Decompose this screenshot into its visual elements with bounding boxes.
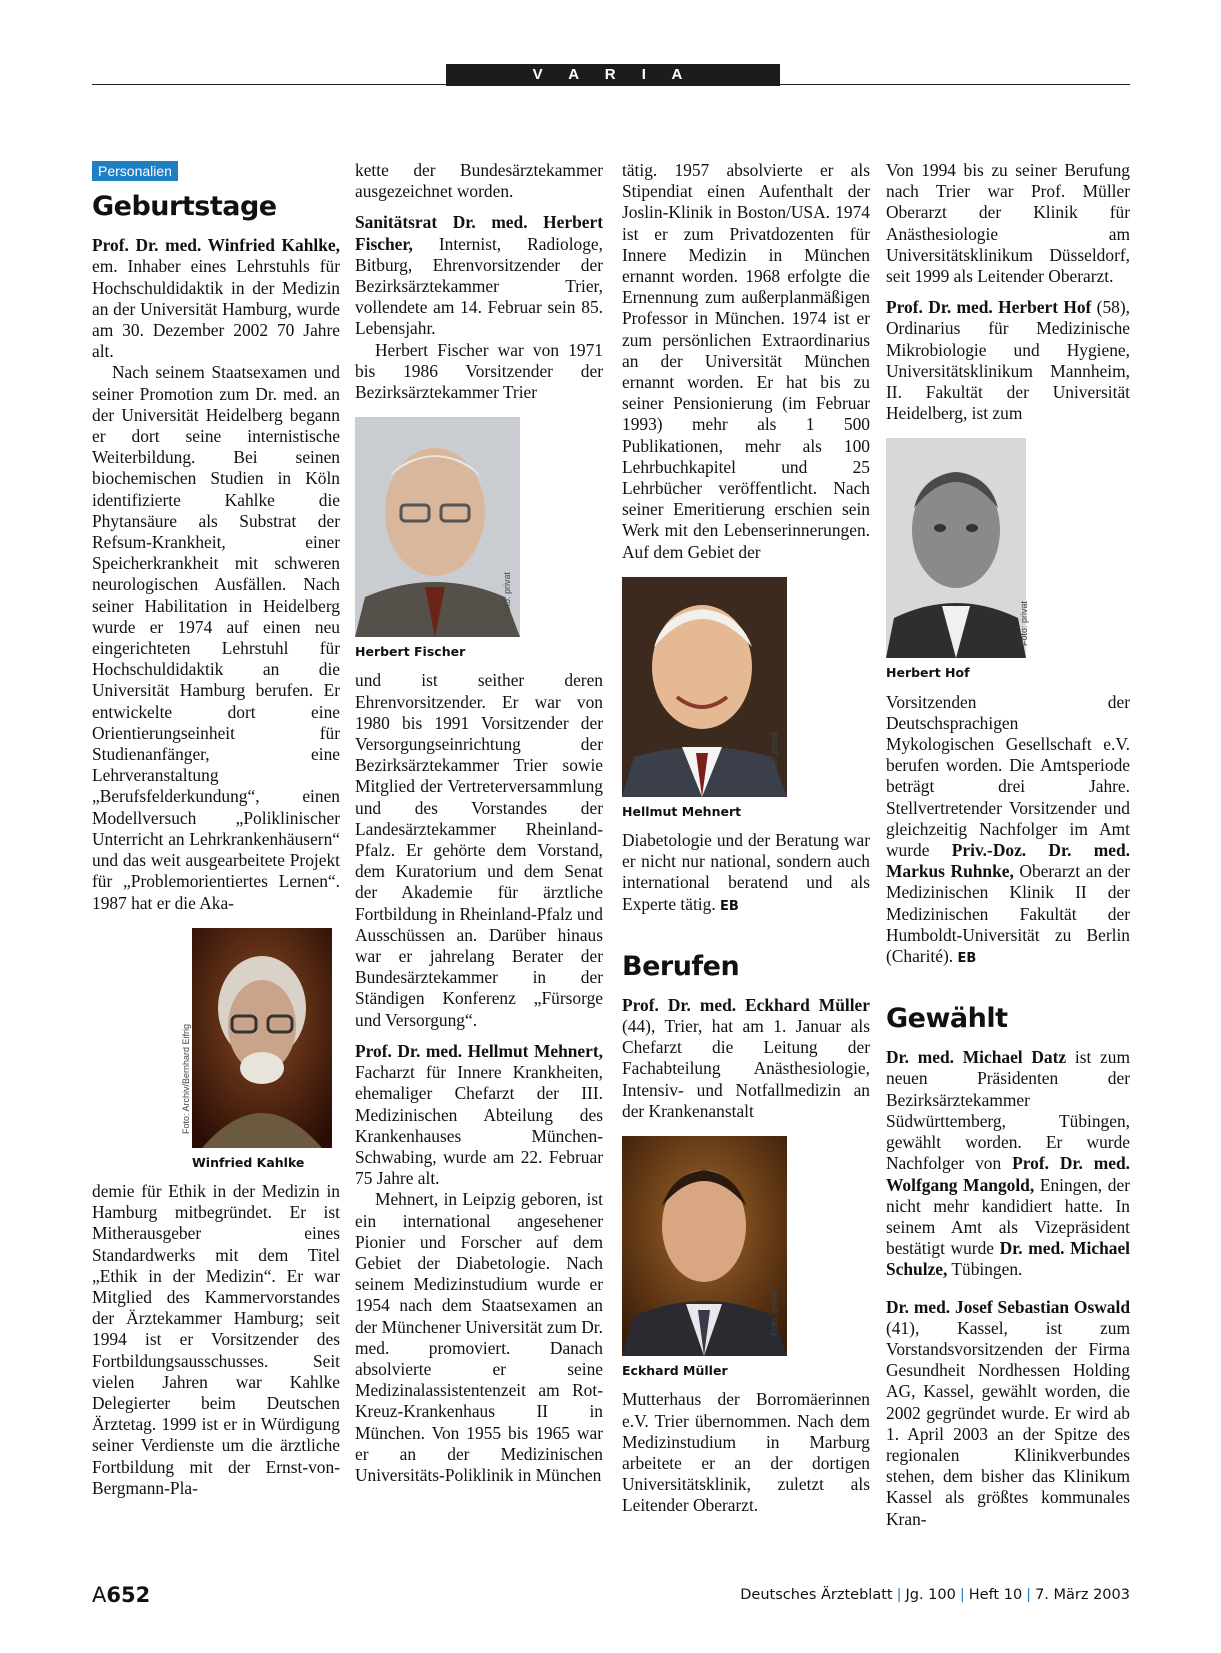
heading-berufen: Berufen — [622, 950, 740, 982]
photo-credit: Foto: Archiv/Bernhard Eifrig — [181, 1023, 191, 1134]
portrait-image — [622, 577, 787, 797]
photo-hof — [886, 438, 1029, 683]
paragraph-text: Diabetologie und der Beratung war er nicht nur national, sondern auch international beratend und als Experte tätig. — [622, 830, 870, 914]
section-tag: V A R I A — [446, 64, 780, 86]
paragraph-text: (41), Kassel, ist zum Vorstandsvorsitzenden der Firma Gesundheit Nordhessen Holding AG, Kassel, gewählt worden, die 2002 gegründet wurde. Er wird ab 1. April 2003 an der Spitze des regionalen Klinikverbundes stehen, dem bisher das Klinikum Kassel als größtes kommunales Kran- — [886, 1317, 1130, 1529]
separator: | — [1026, 1587, 1032, 1603]
paragraph: Von 1994 bis zu seiner Berufung nach Trier war Prof. Müller Oberarzt der Klinik für Anästhesiologie am Universitätsklinikum Düsseldorf, seit 1999 als Leitender Oberarzt. — [886, 160, 1130, 287]
page-prefix: A — [92, 1583, 107, 1607]
paragraph-text: Facharzt für Innere Krankheiten, ehemaliger Chefarzt der III. Medizinischen Abteilung des Krankenhauses München-Schwabing, wurde am 22. Februar 75 Jahre alt. — [355, 1062, 603, 1189]
photo-credit: Foto: privat — [502, 572, 512, 618]
paragraph — [622, 830, 870, 917]
photo-caption: Herbert Hof — [886, 665, 970, 681]
photo-caption: Eckhard Müller — [622, 1363, 728, 1379]
journal-date: 7. März 2003 — [1035, 1587, 1130, 1603]
paragraph-text: Vorsitzenden der Deutschsprachigen Mykologischen Gesellschaft e.V. berufen worden. Die Amtsperiode beträgt drei Jahre. Stellvertretender Vorsitzender und gleichzeitig Nachfolger im Amt wurde — [886, 691, 1130, 861]
journal-name: Deutsches Ärzteblatt — [740, 1587, 893, 1603]
person-name: Prof. Dr. med. Winfried Kahlke, — [92, 235, 340, 256]
page-number-value: 652 — [106, 1583, 151, 1607]
portrait-image — [355, 417, 520, 637]
paragraph — [886, 1047, 1130, 1280]
paragraph-text: (44), Trier, hat am 1. Januar als Chefarzt die Leitung der Fachabteilung Anästhesiologie, Intensiv- und Notfallmedizin an der Krankenanstalt — [622, 1016, 870, 1121]
portrait-image — [622, 1136, 787, 1356]
paragraph-text: (58), Ordinarius für Medizinische Mikrobiologie und Hygiene, Universitätsklinikum Mannheim, II. Fakultät der Universität Heidelberg, ist zum — [886, 297, 1130, 424]
separator: | — [896, 1587, 902, 1603]
paragraph — [355, 212, 603, 339]
portrait-image — [886, 438, 1026, 658]
paragraph: Herbert Fischer war von 1971 bis 1986 Vorsitzender der Bezirksärztekammer Trier — [355, 339, 603, 403]
person-name: Prof. Dr. med. Wolfgang Mangold, — [886, 1153, 1130, 1195]
heading-geburtstage: Geburtstage — [92, 191, 277, 223]
paragraph-text: em. Inhaber eines Lehrstuhls für Hochschuldidaktik in der Medizin an der Universität Hamburg, wurde am 30. Dezember 2002 70 Jahre alt. — [92, 256, 340, 362]
paragraph-text: ist zum neuen Präsidenten der Bezirksärztekammer Südwürttemberg, Tübingen, gewählt worden. Er wurde Nachfolger von — [886, 1047, 1130, 1174]
paragraph: Mehnert, in Leipzig geboren, ist ein international angesehener Pionier und Forscher auf dem Gebiet der Diabetologie. Nach seinem Medizinstudium wurde er 1954 nach dem Staatsexamen an der Münchener Universität zum Dr. med. promoviert. Danach absolvierte er seine Medizinalassistentenzeit am Rot-Kreuz-Krankenhaus II in München. Von 1955 bis 1965 war er an der Medizinischen Universitäts-Poliklinik in München — [355, 1189, 603, 1485]
paragraph — [92, 235, 340, 362]
column-2 — [355, 160, 603, 1486]
column-4 — [886, 160, 1130, 1530]
journal-info — [740, 1587, 1130, 1603]
paragraph: und ist seither deren Ehrenvorsitzender. Er war von 1980 bis 1991 Vorsitzender der Versorgungseinrichtung der Bezirksärztekammer Trier sowie Mitglied der Vertreterversammlung und des Vorstandes der Landesärztekammer Rheinland-Pfalz. Er gehörte dem Vorstand, dem Kuratorium und dem Senat der Akademie für ärztliche Fortbildung in Rheinland-Pfalz und Ausschüssen an. Darüber hinaus war er jahrelang Berater der Bundesärztekammer in der Ständigen Konferenz „Fürsorge und Versorgung“. — [355, 670, 603, 1030]
paragraph: Mutterhaus der Borromäerinnen e.V. Trier übernommen. Nach dem Medizinstudium in Marburg arbeitete er an der dortigen Universitätsklinik, zuletzt als Leitender Oberarzt. — [622, 1389, 870, 1516]
photo-fischer — [355, 417, 520, 662]
journal-volume: Jg. 100 — [905, 1587, 956, 1603]
author-signature: EB — [957, 951, 977, 967]
paragraph-text: Eningen, der nicht mehr kandidiert hatte. In seinem Amt als Vizepräsident bestätigt wurde — [886, 1174, 1130, 1259]
page-number — [92, 1583, 150, 1607]
column-3 — [622, 160, 870, 1517]
photo-caption: Winfried Kahlke — [192, 1154, 305, 1170]
photo-mueller — [622, 1136, 787, 1381]
photo-credit: Foto: privat — [1019, 601, 1029, 647]
person-name: Priv.-Doz. Dr. med. Markus Ruhnke, — [886, 840, 1130, 882]
author-signature: EB — [720, 898, 739, 914]
journal-issue: Heft 10 — [968, 1587, 1023, 1603]
photo-credit: Foto: privat — [769, 1291, 779, 1337]
category-tag: Personalien — [92, 161, 178, 181]
paragraph: Nach seinem Staatsexamen und seiner Promotion zum Dr. med. an der Universität Heidelberg begann er dort seine internistische Weiterbildung. Bei seinen biochemischen Studien in Köln identifizierte Kahlke die Phytansäure als Substrat der Refsum-Krankheit, einer Speicherkrankheit mit schweren neurologischen Ausfällen. Nach seiner Habilitation in Heidelberg wurde er 1974 auf einen neu eingerichteten Lehrstuhl für Hochschuldidaktik an die Universität Hamburg berufen. Er entwickelte dort eine Orientierungseinheit für Studienanfänger, eine Lehrveranstaltung „Berufsfelderkundung“, einen Modellversuch „Poliklinischer Unterricht an Lehrkrankenhäusern“ und das weit ausgearbeitete Projekt für „Problemorientiertes Lernen“. 1987 hat er die Aka- — [92, 362, 340, 913]
paragraph — [886, 1297, 1130, 1530]
paragraph — [886, 297, 1130, 424]
person-name: Prof. Dr. med. Hellmut Mehnert, — [355, 1040, 603, 1061]
paragraph — [355, 1041, 603, 1189]
photo-caption: Hellmut Mehnert — [622, 803, 742, 819]
person-name: Prof. Dr. med. Herbert Hof — [886, 297, 1092, 318]
photo-credit: Foto: privat — [769, 731, 779, 777]
person-name: Dr. med. Michael Datz — [886, 1047, 1067, 1068]
paragraph — [886, 692, 1130, 970]
person-name: Prof. Dr. med. Eckhard Müller — [622, 994, 870, 1015]
paragraph-text: Tübingen. — [947, 1259, 1023, 1280]
paragraph-text: Oberarzt an der Medizinischen Klinik II der Medizinischen Fakultät der Humboldt-Universität zu Berlin (Charité). — [886, 861, 1130, 967]
photo-caption: Herbert Fischer — [355, 644, 466, 660]
paragraph-text: Internist, Radiologe, Bitburg, Ehrenvorsitzender der Bezirksärztekammer Trier, vollendete am 14. Februar sein 85. Lebensjahr. — [355, 233, 603, 339]
paragraph: kette der Bundesärztekammer ausgezeichnet worden. — [355, 160, 603, 202]
person-name: Dr. med. Michael Schulze, — [886, 1238, 1130, 1280]
person-name: Dr. med. Josef Sebastian Oswald — [886, 1296, 1130, 1317]
photo-mehnert — [622, 577, 787, 822]
column-1 — [92, 160, 340, 1499]
photo-kahlke — [181, 928, 332, 1173]
paragraph: tätig. 1957 absolvierte er als Stipendiat einen Aufenthalt der Joslin-Klinik in Boston/USA. 1974 ist er zum Privatdozenten für Innere Medizin in München ernannt worden. 1968 erfolgte die Ernennung zum außerplanmäßigen Professor in München. 1974 ist er zum persönlichen Extraordinarius an der Universität München ernannt worden. Er hat bis zu seiner Pensionierung (im Februar 1993) mehr als 1 500 Publikationen, mehr als 100 Lehrbuchkapitel und 25 Lehrbücher veröffentlicht. Nach seiner Emeritierung erschien sein Werk mit den Lebenserinnerungen. Auf dem Gebiet der — [622, 160, 870, 562]
paragraph — [622, 995, 870, 1122]
person-name: Sanitätsrat Dr. med. Herbert Fischer, — [355, 212, 603, 254]
portrait-image — [192, 928, 332, 1148]
separator: | — [959, 1587, 965, 1603]
paragraph: demie für Ethik in der Medizin in Hamburg mitbegründet. Er ist Mitherausgeber eines Standardwerks mit dem Titel „Ethik in der Medizin“. Er war Mitglied des Kammervorstandes der Ärztekammer Hamburg; seit 1994 ist er Vorsitzender des Fortbildungsausschusses. Seit vielen Jahren war Kahlke Delegierter beim Deutschen Ärztetag. 1999 ist er in Würdigung seiner Verdienste um die ärztliche Fortbildung mit der Ernst-von-Bergmann-Pla- — [92, 1180, 340, 1498]
page-footer — [92, 1583, 1130, 1613]
heading-gewaehlt: Gewählt — [886, 1003, 1008, 1035]
